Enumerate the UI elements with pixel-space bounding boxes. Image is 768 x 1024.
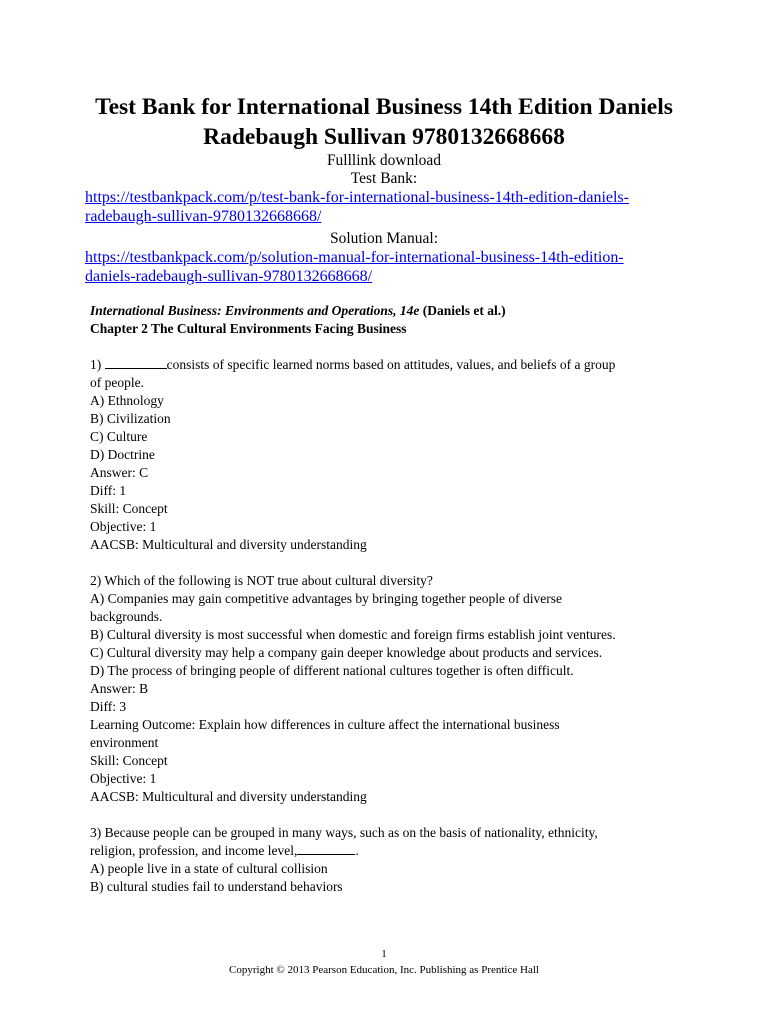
question-3-stem-text: religion, profession, and income level, bbox=[90, 843, 298, 858]
question-2-aacsb: AACSB: Multicultural and diversity understanding bbox=[90, 789, 367, 804]
question-1-option-d: D) Doctrine bbox=[90, 447, 155, 462]
question-3 bbox=[90, 824, 690, 896]
document-title-line-2: Radebaugh Sullivan 9780132668668 bbox=[203, 124, 565, 150]
question-1-aacsb: AACSB: Multicultural and diversity understanding bbox=[90, 537, 367, 552]
chapter-heading: Chapter 2 The Cultural Environments Facing Business bbox=[90, 321, 407, 336]
question-1-stem-text: consists of specific learned norms based on attitudes, values, and beliefs of a group bbox=[166, 357, 616, 372]
question-1-skill: Skill: Concept bbox=[90, 501, 168, 516]
fill-in-blank bbox=[297, 842, 355, 855]
question-1-option-b: B) Civilization bbox=[90, 411, 171, 426]
question-1-stem bbox=[90, 356, 690, 374]
question-3-stem-line-1: 3) Because people can be grouped in many ways, such as on the basis of nationality, ethnicity, bbox=[90, 825, 598, 840]
question-2-learning-outcome-cont: environment bbox=[90, 735, 159, 750]
document-header bbox=[40, 92, 728, 286]
book-reference bbox=[90, 302, 690, 320]
book-author: (Daniels et al.) bbox=[422, 303, 506, 318]
question-1-option-c: C) Culture bbox=[90, 429, 148, 444]
question-2-option-b: B) Cultural diversity is most successful when domestic and foreign firms establish joint ventures. bbox=[90, 627, 616, 642]
test-bank-link-line-2[interactable]: radebaugh-sullivan-9780132668668/ bbox=[85, 208, 322, 225]
page-number: 1 bbox=[381, 948, 387, 960]
fill-in-blank bbox=[105, 356, 167, 369]
question-1-answer: Answer: C bbox=[90, 465, 149, 480]
test-bank-link-line-1[interactable]: https://testbankpack.com/p/test-bank-for-international-business-14th-edition-daniels- bbox=[85, 189, 629, 206]
question-2-stem: 2) Which of the following is NOT true about cultural diversity? bbox=[90, 573, 433, 588]
copyright-notice: Copyright © 2013 Pearson Education, Inc. Publishing as Prentice Hall bbox=[229, 964, 539, 976]
question-2-option-c: C) Cultural diversity may help a company gain deeper knowledge about products and services. bbox=[90, 645, 603, 660]
question-3-stem-line-2 bbox=[90, 842, 690, 860]
solution-manual-link-line-2[interactable]: daniels-radebaugh-sullivan-9780132668668/ bbox=[85, 268, 373, 285]
question-1-number: 1) bbox=[90, 357, 105, 372]
document-title-line-1: Test Bank for International Business 14th Edition Daniels bbox=[95, 94, 673, 120]
question-2-objective: Objective: 1 bbox=[90, 771, 157, 786]
question-1-stem-line-2: of people. bbox=[90, 375, 144, 390]
question-1-diff: Diff: 1 bbox=[90, 483, 127, 498]
question-1 bbox=[90, 356, 690, 554]
question-2-option-a-cont: backgrounds. bbox=[90, 609, 163, 624]
question-2-option-d: D) The process of bringing people of different national cultures together is often difficult. bbox=[90, 663, 574, 678]
fulllink-label: Fulllink download bbox=[326, 152, 442, 169]
question-2-answer: Answer: B bbox=[90, 681, 149, 696]
question-2-learning-outcome: Learning Outcome: Explain how differences in culture affect the international business bbox=[90, 717, 560, 732]
question-1-option-a: A) Ethnology bbox=[90, 393, 164, 408]
solution-manual-label: Solution Manual: bbox=[329, 230, 439, 247]
solution-manual-link-line-1[interactable]: https://testbankpack.com/p/solution-manual-for-international-business-14th-edition- bbox=[85, 249, 624, 266]
question-2-diff: Diff: 3 bbox=[90, 699, 127, 714]
question-2-option-a: A) Companies may gain competitive advantages by bringing together people of diverse bbox=[90, 591, 562, 606]
question-1-objective: Objective: 1 bbox=[90, 519, 157, 534]
book-title: International Business: Environments and Operations, 14e bbox=[90, 303, 420, 318]
question-3-option-b: B) cultural studies fail to understand behaviors bbox=[90, 879, 343, 894]
document-body bbox=[90, 302, 690, 896]
question-2 bbox=[90, 572, 690, 806]
page-footer bbox=[40, 946, 728, 978]
test-bank-label: Test Bank: bbox=[350, 170, 418, 187]
question-2-skill: Skill: Concept bbox=[90, 753, 168, 768]
question-3-option-a: A) people live in a state of cultural collision bbox=[90, 861, 328, 876]
question-3-stem-end: . bbox=[355, 843, 359, 858]
